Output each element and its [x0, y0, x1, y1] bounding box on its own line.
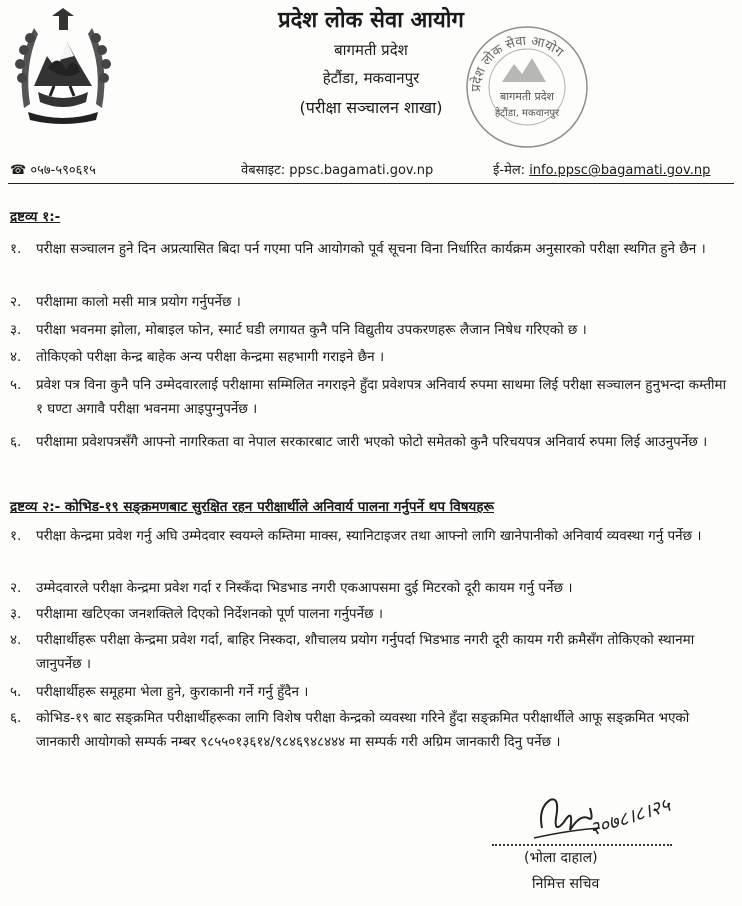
office-seal-stamp — [462, 22, 592, 152]
list-item: ६. परीक्षामा प्रवेशपत्रसँगै आफ्नो नागरिकता वा नेपाल सरकारबाट जारी भएको फोटो समेतको कुनै परिचयपत्र अनिवार्य रुपमा लिई आउनुपर्नेछ । — [10, 434, 708, 450]
signature-line — [492, 844, 672, 846]
website-contact — [241, 160, 433, 178]
seal-ring-text: प्रदेश लोक सेवा आयोग — [468, 33, 566, 93]
signatory-title: निमित्त सचिव — [532, 876, 600, 892]
list-item: १. परीक्षा केन्द्रमा प्रवेश गर्नु अघि उम्मेदवार स्वयम्ले कम्तिमा माक्स, स्यानिटाइजर तथा आफ्नो लागि खानेपानीको अनिवार्य व्यवस्था गर्नु पर्नेछ । — [10, 528, 702, 544]
list-item: १. परीक्षा सञ्चालन हुने दिन अप्रत्यासित बिदा पर्न गएमा पनि आयोगको पूर्व सूचना विना निर्धारित कार्यक्रम अनुसारको परीक्षा स्थगित हुने छैन । — [10, 241, 706, 257]
list-item: ६. कोभिड-१९ बाट सङ्क्रमित परीक्षार्थीहरूका लागि विशेष परीक्षा केन्द्रको व्यवस्था गरिने हुँदा सङ्क्रमित परीक्षार्थीले आफू सङ्क्रमित भएको जानकारी आयोगको सम्पर्क नम्बर ९८५५०१३६१४/९८४६९४८४४४ मा सम्पर्क गरी अग्रिम जानकारी दिनु पर्नेछ । — [10, 710, 690, 750]
email-contact — [493, 160, 710, 178]
seal-line-2: हेटौंडा, मकवानपुर — [494, 108, 560, 119]
list-item: ४. परीक्षार्थीहरू परीक्षा केन्द्रमा प्रवेश गर्दा, बाहिर निस्कदा, शौचालय प्रयोग गर्नुपर्दा भिडभाड नगरी दूरी कायम गरी क्रमैसँग तोकिएको स्थानमा जानुपर्नेछ । — [10, 632, 695, 672]
province-name: बागमती प्रदेश — [334, 41, 408, 59]
list-item: २. उम्मेदवारले परीक्षा केन्द्रमा प्रवेश गर्दा र निस्कँदा भिडभाड नगरी एकआपसमा दुई मिटरको दूरी कायम गर्नु पर्नेछ । — [10, 580, 573, 596]
section-1-title: द्रष्टव्य १:- — [10, 209, 61, 225]
list-item: ४. तोकिएको परीक्षा केन्द्र बाहेक अन्य परीक्षा केन्द्रमा सहभागी गराइने छैन । — [10, 349, 385, 365]
signatory-name: (भोला दाहाल) — [524, 850, 598, 866]
email-link[interactable]: info.ppsc@bagamati.gov.np — [529, 163, 711, 178]
list-item: २. परीक्षामा कालो मसी मात्र प्रयोग गर्नुपर्नेछ । — [10, 294, 241, 310]
list-item: ५. परीक्षार्थीहरू समूहमा भेला हुने, कुराकानी गर्ने गर्नु हुँदैन । — [10, 684, 309, 700]
handwritten-signature — [530, 778, 710, 846]
header-divider — [8, 183, 734, 184]
list-item: ५. प्रवेश पत्र विना कुनै पनि उम्मेदवारलाई परीक्षामा सम्मिलित नगराइने हुँदा प्रवेशपत्र अनिवार्य रुपमा साथमा लिई परीक्षा सञ्चालन हुनुभन्दा कम्तीमा १ घण्टा अगावै परीक्षा भवनमा आइपुग्नुपर्नेछ । — [10, 377, 727, 417]
telephone-icon: ☎ — [10, 163, 27, 178]
page-title: प्रदेश लोक सेवा आयोग — [278, 8, 464, 33]
office-location: हेटौंडा, मकवानपुर — [322, 69, 420, 87]
phone-number: ०५७-५९०६१५ — [30, 163, 96, 178]
website-label: वेबसाइट: — [241, 163, 286, 178]
branch-name: (परीक्षा सञ्चालन शाखा) — [299, 98, 443, 117]
email-label: ई-मेल: — [493, 163, 526, 178]
section-2-title: द्रष्टव्य २:- कोभिड-१९ सङ्क्रमणबाट सुरक्षित रहन परीक्षार्थीले अनिवार्य पालना गर्नुपर्ने थप विषयहरू — [10, 499, 494, 515]
phone-contact — [10, 160, 96, 178]
list-item: ३. परीक्षामा खटिएका जनशक्तिले दिएको निर्देशनको पूर्ण पालना गर्नुपर्नेछ । — [10, 606, 383, 622]
list-item: ३. परीक्षा भवनमा झोला, मोबाइल फोन, स्मार्ट घडी लगायत कुनै पनि विद्युतीय उपकरणहरू लैजान निषेध गरिएको छ । — [10, 322, 587, 338]
svg-text:प्रदेश लोक सेवा आयोग — [469, 34, 567, 93]
signature-date: २०७८।८।२५ — [586, 794, 674, 841]
seal-line-1: बागमती प्रदेश — [499, 90, 555, 103]
website-link[interactable]: ppsc.bagamati.gov.np — [289, 163, 434, 178]
